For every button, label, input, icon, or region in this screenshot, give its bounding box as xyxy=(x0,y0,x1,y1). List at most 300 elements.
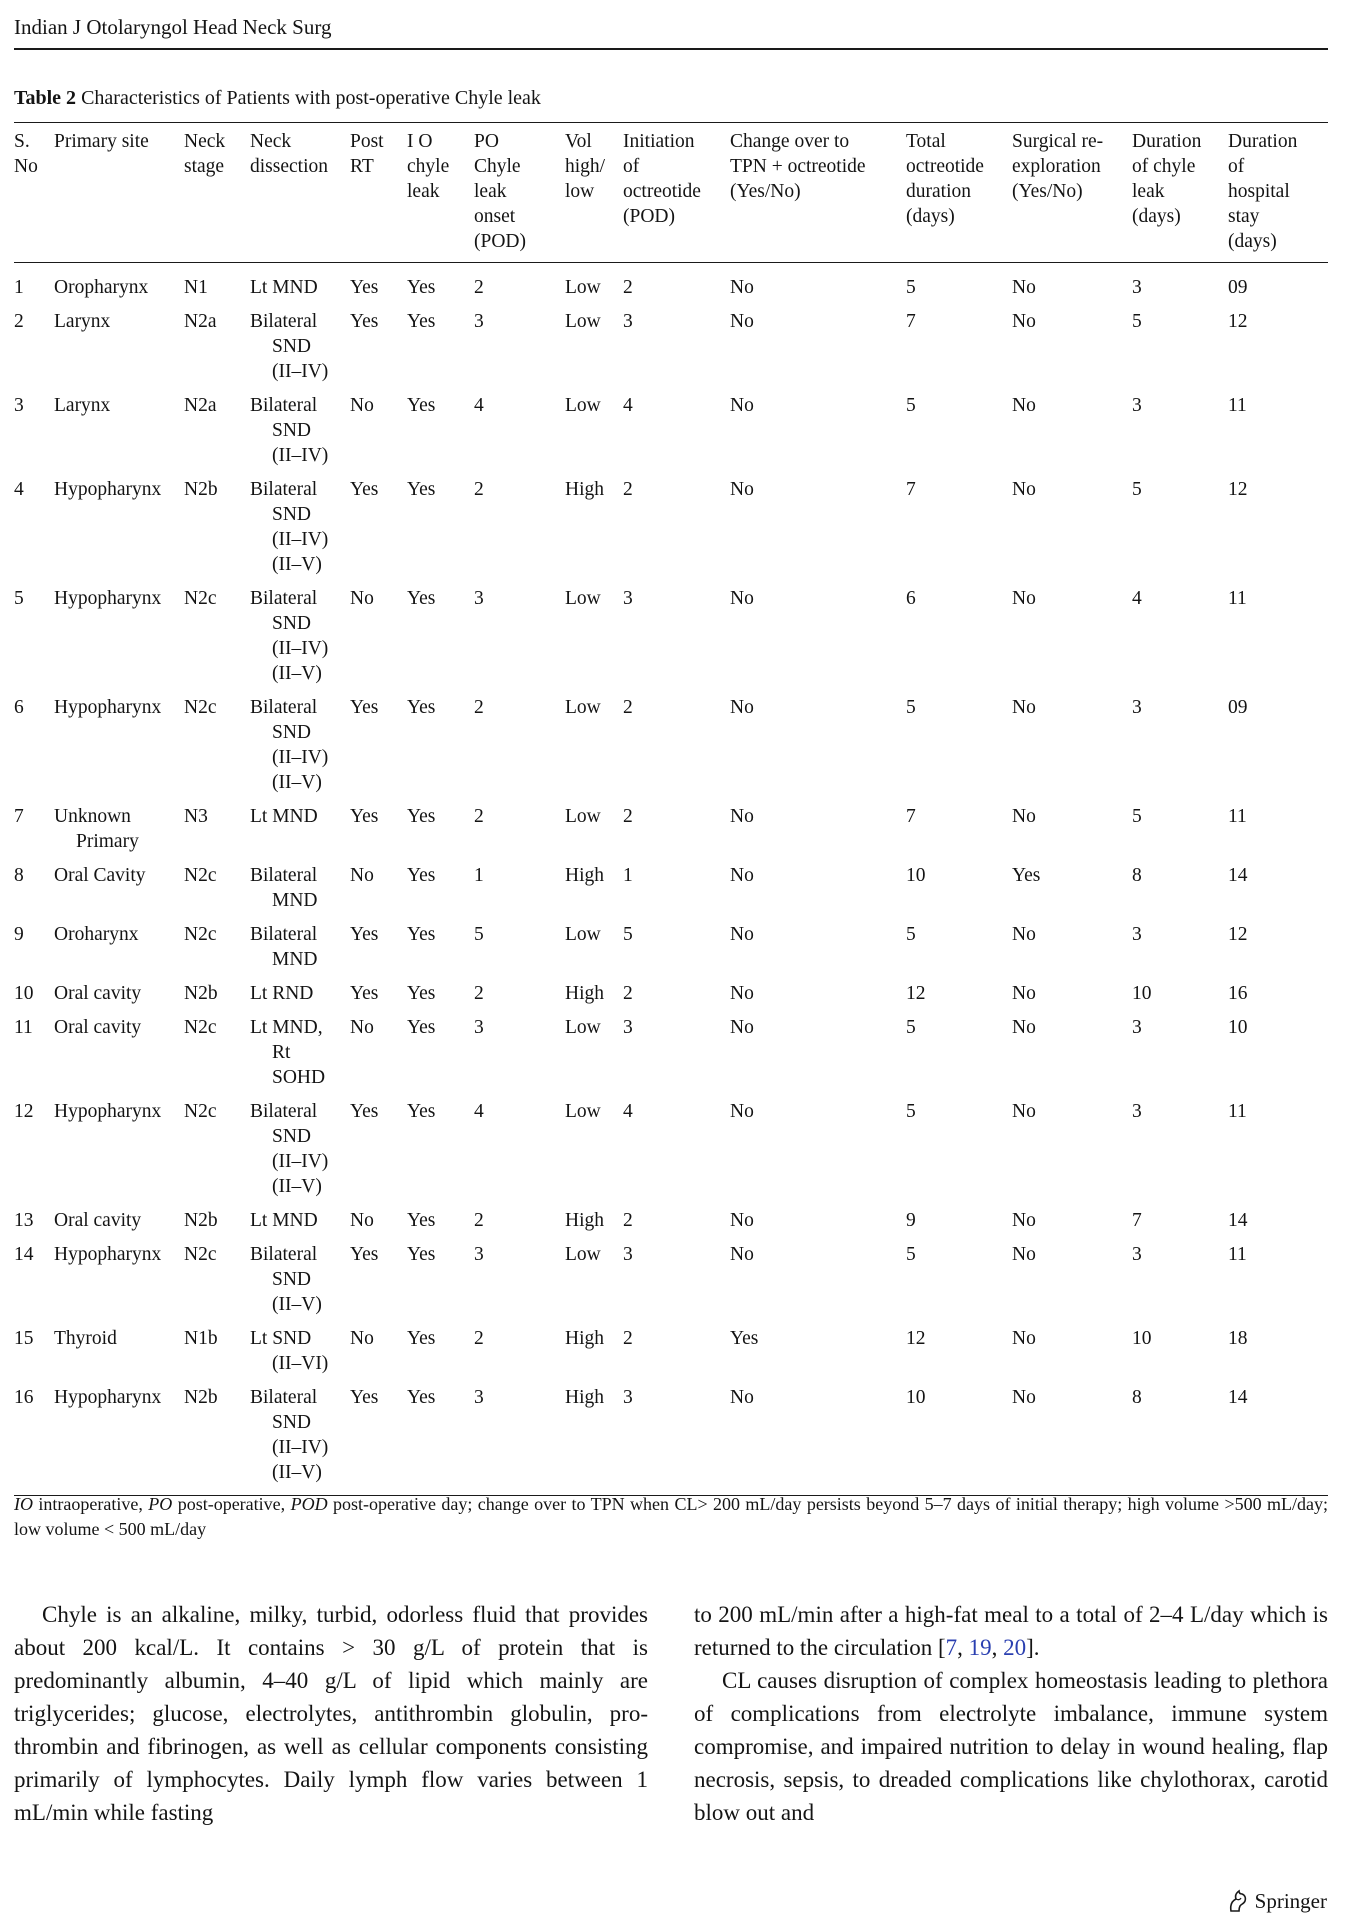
cell-leak-duration: 5 xyxy=(1132,311,1142,332)
paragraph-chyle-composition: Chyle is an alkaline, milky, turbid, odorless fluid that provides about 200 kcal/L. It contains > 30 g/L of protein that is predominantly albumin, 4–40 g/L of lipid which mainly are triglycerides; glucose, electrolytes, antithrombin globulin, pro- thrombin and fibrinogen, as well as cellular components consisting primarily of lymphocytes. Daily lymph flow varies between 1 mL/min while fasting xyxy=(14,1602,648,1825)
cell-po-onset: 2 xyxy=(474,983,484,1004)
cell-neck-stage: N1 xyxy=(184,277,208,298)
cell-octreotide-duration: 10 xyxy=(906,1387,926,1408)
cell-neck-dissection xyxy=(250,795,350,854)
cell-neck-dissection xyxy=(250,972,350,1006)
cell-hospital-stay: 11 xyxy=(1228,806,1247,827)
cell-serial-no: 13 xyxy=(14,1210,34,1231)
cell-octreotide-duration: 7 xyxy=(906,311,916,332)
column-header-line: high/ xyxy=(565,156,606,177)
cell-volume: Low xyxy=(565,924,601,945)
column-header-line: exploration xyxy=(1012,156,1101,177)
cell-line: SND xyxy=(272,613,312,634)
cell-line: Lt MND xyxy=(250,1210,318,1231)
cell-io-chyle-leak: Yes xyxy=(407,1328,436,1349)
table-row xyxy=(14,1376,1328,1496)
cell-re-exploration: No xyxy=(1012,1387,1036,1408)
cell-tpn-change: No xyxy=(730,588,754,609)
cell-line: Primary xyxy=(76,831,139,852)
cell-neck-dissection xyxy=(250,1090,350,1199)
cell-line: Oral cavity xyxy=(54,983,142,1004)
cell-serial-no: 14 xyxy=(14,1244,34,1265)
cell-post-rt: No xyxy=(350,1017,374,1038)
table-row xyxy=(14,1006,1328,1090)
column-header xyxy=(350,123,407,263)
cell-re-exploration: No xyxy=(1012,983,1036,1004)
table-label: Table 2 xyxy=(14,87,77,109)
cell-tpn-change: No xyxy=(730,806,754,827)
column-header-line: (POD) xyxy=(623,206,675,227)
running-header: Indian J Otolaryngol Head Neck Surg xyxy=(14,15,332,39)
column-header xyxy=(1132,123,1228,263)
cell-octreotide-init: 3 xyxy=(623,1017,633,1038)
cell-primary-site xyxy=(54,1006,184,1090)
cell-octreotide-init: 3 xyxy=(623,311,633,332)
cell-io-chyle-leak: Yes xyxy=(407,983,436,1004)
chyle-leak-table xyxy=(14,122,1328,1496)
cell-post-rt: Yes xyxy=(350,1244,379,1265)
cell-primary-site xyxy=(54,1090,184,1199)
column-header-line: (days) xyxy=(1228,231,1277,252)
cell-re-exploration: Yes xyxy=(1012,865,1041,886)
cell-line: (II–V) xyxy=(272,772,322,793)
cell-po-onset: 2 xyxy=(474,1328,484,1349)
cell-line: Bilateral xyxy=(250,1244,318,1265)
table-row xyxy=(14,1317,1328,1376)
column-header-line: Duration xyxy=(1228,131,1298,152)
cell-primary-site xyxy=(54,1233,184,1317)
cell-line: (II–IV) xyxy=(272,445,329,466)
cell-neck-dissection xyxy=(250,468,350,577)
column-header-line: dissection xyxy=(250,156,328,177)
cell-serial-no: 6 xyxy=(14,697,24,718)
cell-leak-duration: 3 xyxy=(1132,1017,1142,1038)
column-header-line: stage xyxy=(184,156,225,177)
cell-re-exploration: No xyxy=(1012,1101,1036,1122)
cell-neck-stage: N2a xyxy=(184,395,217,416)
cell-line: (II–IV) xyxy=(272,1151,329,1172)
cell-primary-site xyxy=(54,1376,184,1496)
cell-octreotide-duration: 5 xyxy=(906,395,916,416)
column-header-line: (Yes/No) xyxy=(1012,181,1083,202)
cell-neck-stage: N2b xyxy=(184,479,218,500)
column-header xyxy=(250,123,350,263)
cell-re-exploration: No xyxy=(1012,277,1036,298)
cell-neck-dissection xyxy=(250,300,350,384)
column-header-line: Neck xyxy=(250,131,292,152)
cell-line: SND xyxy=(272,1412,312,1433)
column-header xyxy=(407,123,474,263)
cell-serial-no: 7 xyxy=(14,806,24,827)
cell-line: Lt RND xyxy=(250,983,314,1004)
cell-line: Bilateral xyxy=(250,588,318,609)
cell-leak-duration: 5 xyxy=(1132,806,1142,827)
cell-octreotide-init: 4 xyxy=(623,1101,633,1122)
cell-po-onset: 5 xyxy=(474,924,484,945)
cell-leak-duration: 3 xyxy=(1132,697,1142,718)
cell-serial-no: 16 xyxy=(14,1387,34,1408)
cell-line: Larynx xyxy=(54,311,111,332)
column-header-line: duration xyxy=(906,181,971,202)
cell-neck-dissection xyxy=(250,1233,350,1317)
table-row xyxy=(14,300,1328,384)
cell-neck-stage: N2c xyxy=(184,1101,217,1122)
cell-line: Lt MND xyxy=(250,806,318,827)
column-header xyxy=(565,123,623,263)
cell-post-rt: Yes xyxy=(350,277,379,298)
cell-io-chyle-leak: Yes xyxy=(407,395,436,416)
column-header-line: Initiation xyxy=(623,131,695,152)
column-header-line: (POD) xyxy=(474,231,526,252)
citation-ref-7[interactable]: 7 xyxy=(945,1635,958,1660)
column-header xyxy=(906,123,1012,263)
column-header xyxy=(1228,123,1328,263)
table-row xyxy=(14,854,1328,913)
cell-io-chyle-leak: Yes xyxy=(407,588,436,609)
cell-octreotide-duration: 7 xyxy=(906,479,916,500)
cell-octreotide-duration: 9 xyxy=(906,1210,916,1231)
table-row xyxy=(14,468,1328,577)
column-header-line: Surgical re- xyxy=(1012,131,1104,152)
cell-line: Hypopharynx xyxy=(54,697,162,718)
table-row xyxy=(14,263,1328,301)
cell-primary-site xyxy=(54,972,184,1006)
cell-tpn-change: No xyxy=(730,277,754,298)
cell-hospital-stay: 12 xyxy=(1228,479,1248,500)
cell-line: SND xyxy=(272,1126,312,1147)
cell-hospital-stay: 12 xyxy=(1228,924,1248,945)
cell-io-chyle-leak: Yes xyxy=(407,1101,436,1122)
column-header-line: chyle xyxy=(407,156,450,177)
table-row xyxy=(14,972,1328,1006)
fn-rest: post-operative day; change over to TPN when CL> 200 mL/day persists beyond 5–7 days of initial therapy; high volume >500 mL/day; low volume < 500 mL/day xyxy=(14,1494,1329,1539)
cell-octreotide-init: 2 xyxy=(623,983,633,1004)
cell-octreotide-duration: 5 xyxy=(906,277,916,298)
cell-serial-no: 3 xyxy=(14,395,24,416)
cell-line: MND xyxy=(272,890,318,911)
cell-volume: High xyxy=(565,1387,604,1408)
cell-post-rt: Yes xyxy=(350,806,379,827)
cell-line: Bilateral xyxy=(250,311,318,332)
cell-neck-dissection xyxy=(250,1199,350,1233)
table-row xyxy=(14,1199,1328,1233)
table-title: Characteristics of Patients with post-operative Chyle leak xyxy=(81,87,541,109)
cell-volume: Low xyxy=(565,1101,601,1122)
table-row xyxy=(14,913,1328,972)
cell-line: Lt MND xyxy=(250,277,318,298)
cell-line: Hypopharynx xyxy=(54,479,162,500)
column-header xyxy=(730,123,906,263)
body-column-right xyxy=(694,1598,1328,1829)
cell-neck-dissection xyxy=(250,913,350,972)
cell-leak-duration: 5 xyxy=(1132,479,1142,500)
cell-post-rt: Yes xyxy=(350,1387,379,1408)
column-header-line: octreotide xyxy=(906,156,984,177)
cell-tpn-change: No xyxy=(730,697,754,718)
cell-octreotide-init: 3 xyxy=(623,1244,633,1265)
column-header-line: low xyxy=(565,181,595,202)
cell-neck-stage: N2c xyxy=(184,924,217,945)
cell-line: (II–IV) xyxy=(272,747,329,768)
cell-primary-site xyxy=(54,300,184,384)
cell-neck-stage: N2a xyxy=(184,311,217,332)
cell-po-onset: 3 xyxy=(474,588,484,609)
citation-ref-19[interactable]: 19 xyxy=(968,1635,992,1660)
cell-octreotide-init: 2 xyxy=(623,806,633,827)
cell-neck-stage: N2c xyxy=(184,1244,217,1265)
column-header-line: Neck xyxy=(184,131,226,152)
cell-po-onset: 2 xyxy=(474,479,484,500)
column-header xyxy=(1012,123,1132,263)
column-header-line: leak xyxy=(474,181,507,202)
cell-volume: High xyxy=(565,479,604,500)
cell-line: SND xyxy=(272,336,312,357)
cell-io-chyle-leak: Yes xyxy=(407,806,436,827)
cell-line: Oral cavity xyxy=(54,1017,142,1038)
cell-line: Lt SND xyxy=(250,1328,312,1349)
table-row xyxy=(14,1233,1328,1317)
cell-octreotide-duration: 5 xyxy=(906,924,916,945)
cell-primary-site xyxy=(54,384,184,468)
cell-hospital-stay: 11 xyxy=(1228,1101,1247,1122)
cell-neck-stage: N2c xyxy=(184,588,217,609)
column-header-line: Duration xyxy=(1132,131,1202,152)
cell-io-chyle-leak: Yes xyxy=(407,277,436,298)
cell-po-onset: 4 xyxy=(474,395,484,416)
column-header-line: hospital xyxy=(1228,181,1290,202)
column-header-line: stay xyxy=(1228,206,1260,227)
column-header-line: TPN + octreotide xyxy=(730,156,866,177)
cell-io-chyle-leak: Yes xyxy=(407,1387,436,1408)
cell-hospital-stay: 11 xyxy=(1228,1244,1247,1265)
cell-line: Bilateral xyxy=(250,1101,318,1122)
column-header-line: of xyxy=(1228,156,1245,177)
cell-io-chyle-leak: Yes xyxy=(407,1017,436,1038)
springer-horse-icon xyxy=(1227,1889,1249,1913)
cell-serial-no: 9 xyxy=(14,924,24,945)
column-header-line: No xyxy=(14,156,38,177)
cell-po-onset: 3 xyxy=(474,1244,484,1265)
cell-neck-stage: N2b xyxy=(184,1387,218,1408)
cell-tpn-change: No xyxy=(730,924,754,945)
cell-line: Bilateral xyxy=(250,395,318,416)
cell-octreotide-init: 3 xyxy=(623,588,633,609)
column-header-line: (days) xyxy=(906,206,955,227)
cell-re-exploration: No xyxy=(1012,479,1036,500)
cell-primary-site xyxy=(54,468,184,577)
cell-volume: Low xyxy=(565,395,601,416)
cell-octreotide-init: 2 xyxy=(623,277,633,298)
cell-neck-stage: N2b xyxy=(184,983,218,1004)
table-row xyxy=(14,384,1328,468)
cell-primary-site xyxy=(54,263,184,301)
cell-po-onset: 2 xyxy=(474,806,484,827)
cell-line: (II–V) xyxy=(272,1176,322,1197)
cell-line: Hypopharynx xyxy=(54,1387,162,1408)
citation-ref-20[interactable]: 20 xyxy=(1003,1635,1027,1660)
cell-tpn-change: No xyxy=(730,1017,754,1038)
cell-line: MND xyxy=(272,949,318,970)
cell-line: Bilateral xyxy=(250,1387,318,1408)
cell-neck-dissection xyxy=(250,854,350,913)
column-header xyxy=(623,123,730,263)
cell-primary-site xyxy=(54,1199,184,1233)
cell-volume: Low xyxy=(565,697,601,718)
cell-tpn-change: Yes xyxy=(730,1328,759,1349)
cell-re-exploration: No xyxy=(1012,588,1036,609)
cell-leak-duration: 8 xyxy=(1132,865,1142,886)
cell-neck-dissection xyxy=(250,384,350,468)
cell-line: Hypopharynx xyxy=(54,1244,162,1265)
cell-hospital-stay: 12 xyxy=(1228,311,1248,332)
cell-po-onset: 2 xyxy=(474,277,484,298)
cell-post-rt: No xyxy=(350,588,374,609)
cell-re-exploration: No xyxy=(1012,1210,1036,1231)
column-header-line: PO xyxy=(474,131,499,152)
cell-serial-no: 2 xyxy=(14,311,24,332)
cell-serial-no: 5 xyxy=(14,588,24,609)
cell-line: Oral cavity xyxy=(54,1210,142,1231)
fn-io-abbr: IO xyxy=(14,1494,33,1514)
cell-hospital-stay: 14 xyxy=(1228,865,1248,886)
cell-volume: High xyxy=(565,983,604,1004)
paragraph-lymph-flow: to 200 mL/min after a high-fat meal to a total of 2–4 L/day which is returned to the circulation [7, 19, 20]. xyxy=(694,1602,1328,1660)
cell-line: SND xyxy=(272,504,312,525)
cell-io-chyle-leak: Yes xyxy=(407,865,436,886)
cell-neck-stage: N2c xyxy=(184,697,217,718)
cell-post-rt: Yes xyxy=(350,924,379,945)
cell-leak-duration: 3 xyxy=(1132,924,1142,945)
cell-re-exploration: No xyxy=(1012,1017,1036,1038)
cell-tpn-change: No xyxy=(730,983,754,1004)
table-footnote xyxy=(14,1492,1328,1542)
cell-octreotide-duration: 12 xyxy=(906,983,926,1004)
cell-re-exploration: No xyxy=(1012,806,1036,827)
cell-tpn-change: No xyxy=(730,865,754,886)
cell-octreotide-duration: 12 xyxy=(906,1328,926,1349)
cell-neck-dissection xyxy=(250,1006,350,1090)
column-header-line: leak xyxy=(1132,181,1165,202)
cell-line: Larynx xyxy=(54,395,111,416)
cell-post-rt: No xyxy=(350,1210,374,1231)
cell-octreotide-init: 2 xyxy=(623,1328,633,1349)
cell-leak-duration: 4 xyxy=(1132,588,1142,609)
cell-line: SND xyxy=(272,1269,312,1290)
cell-po-onset: 2 xyxy=(474,1210,484,1231)
column-header xyxy=(474,123,565,263)
column-header-line: Total xyxy=(906,131,946,152)
cell-volume: Low xyxy=(565,1017,601,1038)
cell-po-onset: 3 xyxy=(474,1387,484,1408)
cell-line: (II–V) xyxy=(272,554,322,575)
cell-neck-dissection xyxy=(250,263,350,301)
column-header-line: (Yes/No) xyxy=(730,181,801,202)
cell-hospital-stay: 09 xyxy=(1228,277,1248,298)
cell-volume: Low xyxy=(565,311,601,332)
cell-neck-stage: N2b xyxy=(184,1210,218,1231)
cell-serial-no: 8 xyxy=(14,865,24,886)
cell-io-chyle-leak: Yes xyxy=(407,924,436,945)
cell-line: (II–V) xyxy=(272,663,322,684)
column-header-line: of xyxy=(623,156,640,177)
cell-volume: High xyxy=(565,1328,604,1349)
cell-line: Rt xyxy=(272,1042,291,1063)
table-row xyxy=(14,577,1328,686)
cell-neck-dissection xyxy=(250,577,350,686)
cell-line: (II–IV) xyxy=(272,361,329,382)
cell-leak-duration: 3 xyxy=(1132,1101,1142,1122)
cell-line: Lt MND, xyxy=(250,1017,323,1038)
cell-hospital-stay: 09 xyxy=(1228,697,1248,718)
cell-primary-site xyxy=(54,1317,184,1376)
cell-octreotide-duration: 10 xyxy=(906,865,926,886)
table-row xyxy=(14,686,1328,795)
cell-line: Oral Cavity xyxy=(54,865,146,886)
column-header-line: Primary site xyxy=(54,131,149,152)
cell-line: Unknown xyxy=(54,806,131,827)
cell-hospital-stay: 10 xyxy=(1228,1017,1248,1038)
column-header-line: onset xyxy=(474,206,516,227)
cell-serial-no: 10 xyxy=(14,983,34,1004)
cell-line: Bilateral xyxy=(250,479,318,500)
cell-re-exploration: No xyxy=(1012,1244,1036,1265)
cell-io-chyle-leak: Yes xyxy=(407,479,436,500)
cell-post-rt: Yes xyxy=(350,479,379,500)
cell-neck-stage: N2c xyxy=(184,1017,217,1038)
cell-re-exploration: No xyxy=(1012,697,1036,718)
cell-line: (II–V) xyxy=(272,1462,322,1483)
cell-serial-no: 11 xyxy=(14,1017,33,1038)
fn-po-abbr: PO xyxy=(148,1494,173,1514)
cell-post-rt: Yes xyxy=(350,983,379,1004)
cell-volume: High xyxy=(565,1210,604,1231)
cell-leak-duration: 7 xyxy=(1132,1210,1142,1231)
cell-hospital-stay: 14 xyxy=(1228,1210,1248,1231)
cell-neck-stage: N2c xyxy=(184,865,217,886)
fn-io-text: intraoperative, xyxy=(33,1494,149,1514)
cell-tpn-change: No xyxy=(730,1101,754,1122)
cell-po-onset: 2 xyxy=(474,697,484,718)
cell-re-exploration: No xyxy=(1012,1328,1036,1349)
cell-post-rt: No xyxy=(350,865,374,886)
cell-line: Hypopharynx xyxy=(54,1101,162,1122)
lymph-flow-text: to 200 mL/min after a high-fat meal to a total of 2–4 L/day which is returned to the circulation [ xyxy=(694,1602,1328,1660)
cell-octreotide-duration: 5 xyxy=(906,1101,916,1122)
cell-octreotide-init: 2 xyxy=(623,479,633,500)
column-header-line: Post xyxy=(350,131,384,152)
cell-serial-no: 4 xyxy=(14,479,24,500)
column-header-line: leak xyxy=(407,181,440,202)
cell-tpn-change: No xyxy=(730,1244,754,1265)
cell-hospital-stay: 11 xyxy=(1228,588,1247,609)
column-header-line: (days) xyxy=(1132,206,1181,227)
fn-po-text: post-operative, xyxy=(172,1494,291,1514)
cell-post-rt: Yes xyxy=(350,311,379,332)
cell-io-chyle-leak: Yes xyxy=(407,697,436,718)
publisher-footer xyxy=(1227,1888,1327,1914)
column-header-line: RT xyxy=(350,156,374,177)
column-header-line: Change over to xyxy=(730,131,850,152)
table-header-row xyxy=(14,123,1328,263)
cell-hospital-stay: 11 xyxy=(1228,395,1247,416)
cell-leak-duration: 10 xyxy=(1132,1328,1152,1349)
cell-octreotide-init: 4 xyxy=(623,395,633,416)
cell-octreotide-init: 5 xyxy=(623,924,633,945)
cell-neck-dissection xyxy=(250,686,350,795)
cell-line: Oropharynx xyxy=(54,277,149,298)
cell-neck-dissection xyxy=(250,1376,350,1496)
cell-line: Thyroid xyxy=(54,1328,117,1349)
